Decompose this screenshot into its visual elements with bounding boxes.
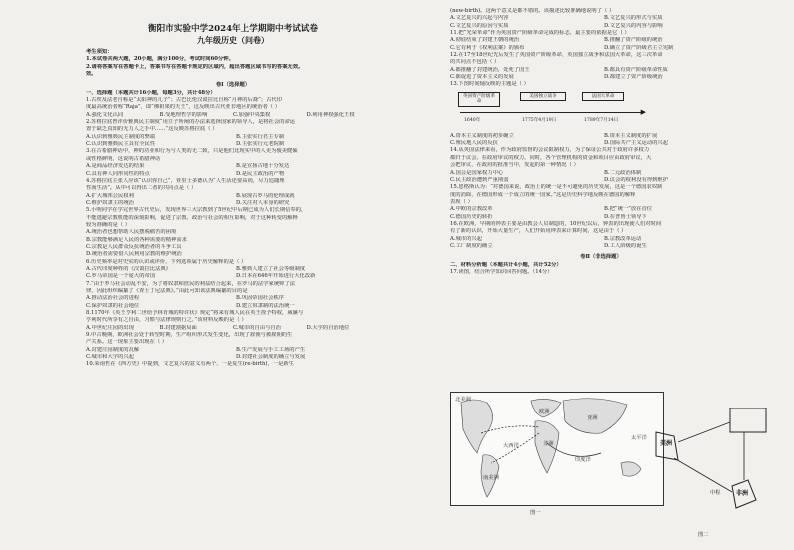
answer-option: C.都促进了资本主义的发展 [450,74,514,81]
right-column [450,8,752,276]
answer-option: C.工厂制度的确立 [450,242,493,249]
answer-options [86,347,380,362]
question-stem: 7.“由于罗马社会动乱不安，为了将奴隶和庶民的利益结合起来，在罗马的法学家统帅了法 [86,280,296,287]
question-block [450,52,752,81]
answer-option: D.是民主政治的产物 [236,170,285,177]
answer-option: A.认识到雅典民主制度的弊端 [86,133,156,140]
question-stem: 4.苏格拉底主张人应该“认识你自己”，亚里士多德认为“人生活还要高尚，尽力追随理 [86,177,285,184]
answer-option: A.扩大城邦公民权利 [86,192,134,199]
question-block [86,361,380,368]
answer-option: C.维护奴隶主的统治 [86,199,134,206]
answer-option: B.宗教能够满足人民的各种需要的精神需求 [86,236,187,243]
answer-option: D.文艺复兴的内容与影响 [604,22,663,29]
answer-option: B.推翻了资产阶级的统治 [604,37,663,44]
answer-option: D.国际共产主义运动的兴起 [604,140,669,147]
answer-option: A.推动法治社会的进程 [86,295,140,302]
question-block [86,148,380,177]
answer-options [86,163,380,178]
answer-option: B.把“统一”放在首位 [604,206,653,213]
timeline-date: 1789年7月14日 [584,117,619,123]
question-stem: 5.小明同学在学完世界古代史后，发现世界三大宗教到了5世纪中后期已成为人们长期信奉的， [86,207,307,214]
question-stem: 3.在古希腊神话中，神的功业和行为与人类的无二致，只是他们比现实中的人更为俊美健硕 [86,148,298,155]
answer-option: D.在普鲁士领导下 [604,213,647,220]
diagram-label: 美洲 [660,440,673,447]
question-block [450,30,752,52]
question-stem: 都归于议会，在政府审议的权力，同时，各个管理机构的资金和项目应由政府审议，大 [450,154,652,161]
answer-option: A.资本主义制度的初步确立 [450,132,514,139]
timeline-event: 英国资产阶级革命 [458,92,500,107]
answer-option: A.统治者也想帮助人民摆脱痛苦的困境 [86,229,177,236]
answer-options [450,206,752,221]
note-line: 效。 [86,71,97,78]
answer-option: D.确立了资产阶级君主立宪制 [604,44,674,51]
answer-option: C.认识到雅典民主具有全民性 [86,141,156,148]
map-label: 欧洲 [539,409,550,415]
notes-heading: 考生须知： [86,49,113,55]
map-label: 亚洲 [587,415,598,421]
question-block [86,178,380,207]
map-graphic [451,393,663,505]
triangle-trade-diagram [652,408,768,524]
part2-instruction: 二、材料分析题（本题共计4小题，共计52分） [450,261,562,268]
left-column [86,8,380,369]
question-block [450,184,752,221]
question-stem: (new-birth)。这两个意义是都不错的。该描述比较准确地说明了（ ） [450,8,615,14]
question-stem: 13.下图时间轴反映的主题是（ ） [450,81,529,88]
question-block [86,310,380,332]
timeline-event: 法国大革命 [582,92,624,102]
note-line: 1.本试卷共两大题，20小题，满分100分，考试时间60分钟。 [86,56,234,63]
part2-heading: 卷Ⅱ（非选择题） [580,254,622,261]
answer-option: A.彻底结束了封建王朝的统治 [450,37,520,44]
part1-instruction: 一、选择题（本题共计16小题，每题3分，共计48分） [86,89,216,96]
answer-options [86,193,380,208]
answer-option: C.殖民地人民的反抗 [450,140,498,147]
world-trade-map [450,392,664,506]
question-stem: 亨利时代所享有之自由，习惯与法律规则行之，”该材料反映的是（ ） [86,317,247,324]
figures-area [450,392,770,542]
question-list [450,8,752,89]
question-17-stem: 17.读图，结合所学知识回答问题。（14分） [450,268,553,275]
answer-option: D.利用神权强化王权 [306,111,355,118]
question-block [86,207,380,258]
answer-options [450,236,752,251]
answer-option: B.封建割据局面 [159,324,197,331]
answer-option: D.封建社会制度的确立与发展 [236,354,306,361]
question-block [450,221,752,250]
answer-option: A.中欧的宗教改革 [450,206,493,213]
answer-options [450,170,752,185]
question-block [86,281,380,310]
answer-option: D.日本在646年开始进行大化改新 [236,273,316,280]
map-label: 南美洲 [483,475,499,481]
answer-option: B.生产发展与手工工场的产生 [236,346,306,353]
answer-option: A.中世纪庄园的出现 [86,324,134,331]
question-stem: 会把审议，在政府的批准当中，发起的第一种情况（ ） [450,162,579,169]
answer-option: B.主张实行君主专制 [236,133,284,140]
question-stem: 产关系。这一现象主要出现在（ ） [86,339,168,346]
answer-option: A.是商品经济发达的结果 [86,163,145,170]
question-stem: 较为准确的是（ ） [86,221,131,228]
exam-subtitle: 九年级历史（问卷） [197,35,269,45]
timeline-date: 1775年4月19日 [522,117,557,123]
question-stem: 或性格鲜明，这说明古希腊神话 [86,155,161,162]
answer-option: C.德国历史的转折 [450,213,493,220]
answer-option: B.受地理哲学的影响 [159,111,208,118]
timeline-date: 1640年 [464,117,481,123]
answer-option: B.巩固帝国社会秩序 [236,295,284,302]
question-block [86,332,380,361]
question-stem: 2.苏格拉底曾评价雅典民主制度“用豆子所阐的办法来选择国家的领导人，是将社会的命运 [86,119,296,126]
answer-option: D.大学的自治地位 [306,324,350,331]
diagram-label: 非洲 [736,490,749,497]
answer-options [450,15,752,30]
question-stem: 度的消除，在德国形成一个成立的统一国家。”这是历史科学地反映在德国的解释 [450,191,636,198]
question-stem: 15.恩格斯认为：“对德国来说，政治上的统一是不可避免的历史发展，这是一个德国农奴制 [450,184,663,191]
exam-title: 衡阳市实验中学2024年上学期期中考试试卷 [147,24,318,34]
answer-option: A.都推翻了封建统治，处死了国王 [450,66,530,73]
answer-option: C.加强中央集权 [233,111,271,118]
figure-caption: 图一 [530,510,541,516]
answer-options [450,67,752,82]
answer-option: A.强化文化认同 [86,111,124,118]
diagram-graphic [652,408,768,524]
question-stem: 有了新的认识，开始大量生产，人们开始用钟表来计算时间，这是由于（ ） [450,228,627,235]
timeline-figure [450,91,752,131]
answer-option: A.文艺复兴的兴起与内容 [450,15,509,22]
answer-option: D.建立奴隶制的法治统一 [236,302,295,309]
question-stem: 律，因此组织编纂了《查士丁尼法典》。”由此可知该法典编纂的目的是 [86,288,248,294]
answer-options [86,295,380,310]
answer-option: D.议会的权利没有得到维护 [604,176,669,183]
answer-option: D.统治者需要借人民利用宗教的维护统治 [86,251,182,258]
answer-option: D.关注对人本身的研究 [236,199,290,206]
question-stem: 12.在17至18世纪先后发生了英国资产阶级革命，英国独立战争和法国大革命，这三次革命 [450,52,663,59]
map-label: 非洲 [543,441,554,447]
question-stem: 14.从英国法律来看，作为政府监督的会议限制权力，为了保证公共对于政府许多权力 [450,147,650,154]
answer-option: B.雅典人建立了社会等级制度 [236,265,306,272]
answer-option: C.宗教是人民群众反抗统治者的斗争工具 [86,243,182,250]
timeline-axis [460,112,642,113]
answer-option: C.文艺复兴的原因与实质 [450,22,509,29]
question-block [450,81,752,88]
note-line: 2.请将答案写在答题卡上，答案书写在答题卡规定的区域内，超出答题区域书写的答案无效。 [86,63,304,70]
answer-options [86,325,380,332]
question-list [450,133,752,251]
map-label: 太平洋 [631,435,647,441]
answer-option: C.罗马帝国是一个庞大的帝国 [86,273,156,280]
answer-option: A.封建庄园制度的瓦解 [86,346,140,353]
answer-option: D.都建立了资产阶级统治 [604,74,663,81]
question-block [86,259,380,281]
question-stem: 1.古埃及法老自称是“太阳神的儿子”；古巴比伦汉谟拉比自称“月神的后裔”；古代印 [86,97,282,104]
answer-options [86,112,380,119]
figure-caption: 图二 [698,532,709,538]
question-stem: 6.历史频率是对史实的认识或评价，下列选项属于历史解释的是（ ） [86,258,247,265]
answer-options [450,133,752,148]
answer-option: A.古代印度种姓的《汉谟拉比法典》 [86,265,171,272]
question-stem: 的共同点不包括（ ） [450,59,500,66]
answer-options [86,229,380,258]
arrow-right-icon: ▶ [640,107,646,116]
answer-option: B.都具有资产阶级革命性质 [604,66,668,73]
answer-option: A.国会是国家权力中心 [450,169,504,176]
part1-heading: 卷Ⅰ（选择题） [215,82,251,89]
question-stem: 不能逃避宗教机能的深刻影响，促进了宗教、政治与社会的相互影响，对于这种转变的解释 [86,214,298,221]
question-stem: 16.在欧洲，早期的钟表主要是由教会人员制造的，10世纪以后，钟表的出现使人们对时间 [450,220,662,227]
answer-option: B.资本主义制度的扩展 [604,132,658,139]
question-stem: 9.中古晚期，欧洲社会处于转型时期，生产组织形式发生变化，出现了雇佣与被雇佣的生 [86,332,293,339]
map-label: 印度洋 [575,457,591,463]
answer-options [450,37,752,52]
question-stem: 11.把“光荣革命”作为英国资产阶级革命完成的标志，最主要的依据是它（ ） [450,30,630,37]
question-block [86,119,380,148]
question-stem: 置于缺乏真知的无力人之手中……”这反映苏格拉底（ ） [86,126,218,133]
question-block [450,8,752,30]
answer-option: A.城市的兴起 [450,235,482,242]
question-block [450,147,752,184]
answer-option: B.文艺复兴的形式与实质 [604,15,663,22]
question-stem: 8.1170年《英王亨利二世给予林肯城的特许状》规定“将来有城人民在英王授予特权，威廉与 [86,310,304,317]
answer-option: C.保护奴隶的社会地位 [86,302,140,309]
question-stem: 度最高统治者称“Raja”，即“佛祖果的天王”，这反映出古代亚非地区的统治者（ ） [86,104,281,111]
answer-option: C.它有利于《权利法案》的颁布 [450,44,525,51]
question-stem: 性而生活”。从中可以得出二者的共同点是（ ） [86,185,197,192]
answer-option: B.是宣扬古地十分发达 [236,163,290,170]
answer-option: C.具有神人同形同性的特点 [86,170,150,177]
answer-options [86,266,380,281]
map-label: 大西洋 [503,443,519,449]
question-list [86,97,380,369]
answer-option: C.城市的自由与自治 [233,324,281,331]
answer-option: C.民主政治遭到严重削弱 [450,176,509,183]
answer-option: C.城市和大学的兴起 [86,354,134,361]
question-block [450,133,752,148]
map-label: 北美洲 [455,397,471,403]
timeline-event: 美国独立战争 [520,92,566,102]
answer-option: D.主张实行元老院制 [236,141,285,148]
question-stem: 10.荣南哲在《西方史》中提到，文艺复兴的意义有两个，一是复生(re-birth)，一是新生 [86,361,294,368]
diagram-label: 中程 [710,490,721,496]
answer-option: D.工人阶级的诞生 [604,242,647,249]
answer-options [86,134,380,149]
answer-option: B.宗教改革运动 [604,235,642,242]
question-block [86,97,380,119]
answer-option: B.展现古罗马的伦理成就 [236,192,295,199]
answer-option: B.二元政治体制 [604,169,642,176]
question-stem: 表现（ ） [450,198,473,205]
